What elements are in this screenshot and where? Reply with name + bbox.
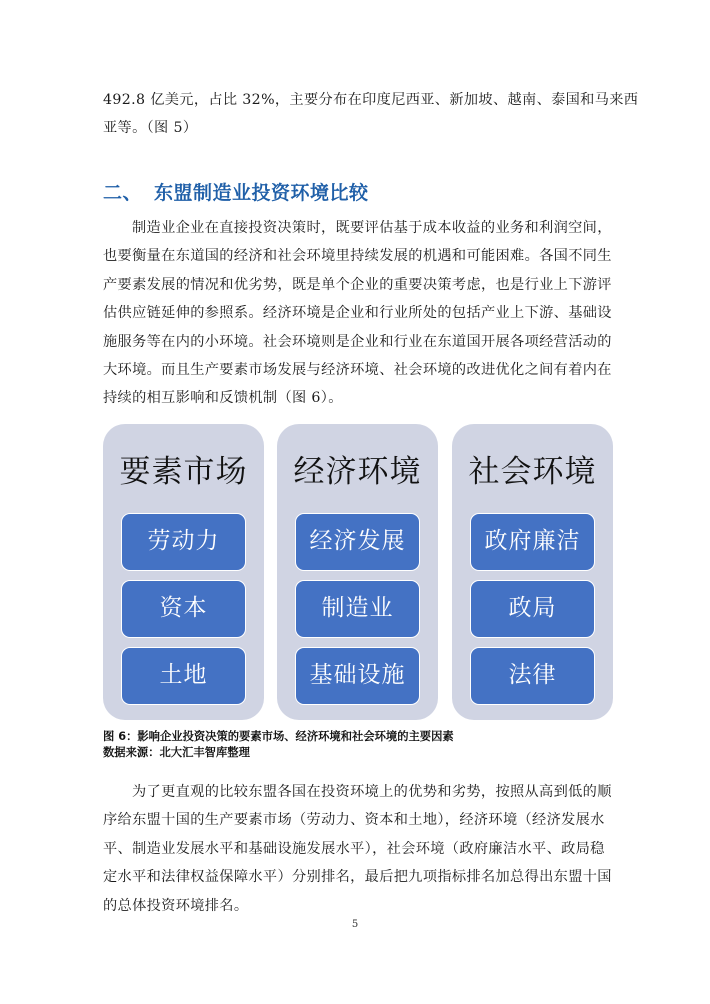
text-line: 序给东盟十国的生产要素市场（劳动力、资本和土地），经济环境（经济发展水 — [103, 812, 605, 829]
closing-paragraph — [103, 778, 613, 920]
text-line: 估供应链延伸的参照系。经济环境是企业和行业所处的包括产业上下游、基础设 — [103, 305, 612, 322]
caption-title: 图 6：影响企业投资决策的要素市场、经济环境和社会环境的主要因素 — [103, 730, 454, 743]
text-line: 也要衡量在东道国的经济和社会环境里持续发展的机遇和可能困难。各国不同生 — [103, 248, 612, 265]
text-line: 产要素发展的情况和优劣势，既是单个企业的重要决策考虑，也是行业上下游评 — [103, 276, 612, 293]
factor-box: 经济发展 — [295, 513, 420, 571]
factor-box: 制造业 — [295, 580, 420, 638]
page-number: 5 — [351, 919, 359, 930]
diagram-column-economic-environment — [277, 424, 438, 720]
text-line: 的总体投资环境排名。 — [103, 897, 249, 914]
factor-box: 政局 — [470, 580, 595, 638]
text-line: 制造业企业在直接投资决策时，既要评估基于成本收益的业务和利润空间， — [132, 220, 612, 236]
text-line: 施服务等在内的小环境。社会环境则是企业和行业在东道国开展各项经营活动的 — [103, 333, 612, 350]
factor-box: 政府廉洁 — [470, 513, 595, 571]
figure-caption — [103, 729, 454, 761]
column-title: 要素市场 — [119, 454, 248, 490]
factors-diagram — [103, 424, 613, 720]
section-number: 二、 — [103, 182, 143, 204]
caption-source: 数据来源：北大汇丰智库整理 — [103, 746, 250, 759]
text-line: 持续的相互影响和反馈机制（图 6）。 — [103, 390, 343, 407]
section-heading — [103, 178, 369, 205]
column-title: 经济环境 — [293, 454, 422, 490]
section-title: 东盟制造业投资环境比较 — [154, 182, 369, 204]
factor-box: 法律 — [470, 647, 595, 705]
factor-box: 劳动力 — [121, 513, 246, 571]
text-line: 大环境。而且生产要素市场发展与经济环境、社会环境的改进优化之间有着内在 — [103, 362, 612, 379]
text-line: 492.8 亿美元，占比 32%，主要分布在印度尼西亚、新加坡、越南、泰国和马来西 — [103, 92, 639, 108]
body-paragraph — [103, 214, 613, 413]
text-line: 为了更直观的比较东盟各国在投资环境上的优势和劣势，按照从高到低的顺 — [132, 784, 612, 800]
factor-box: 基础设施 — [295, 647, 420, 705]
diagram-column-factor-market — [103, 424, 264, 720]
text-line: 平、制造业发展水平和基础设施发展水平），社会环境（政府廉洁水平、政局稳 — [103, 840, 605, 857]
factor-box: 土地 — [121, 647, 246, 705]
column-title: 社会环境 — [468, 454, 597, 490]
factor-box: 资本 — [121, 580, 246, 638]
text-line: 定水平和法律权益保障水平）分别排名，最后把九项指标排名加总得出东盟十国 — [103, 869, 612, 886]
diagram-column-social-environment — [452, 424, 613, 720]
text-line: 亚等。（图 5） — [103, 120, 198, 137]
intro-paragraph — [103, 86, 639, 143]
